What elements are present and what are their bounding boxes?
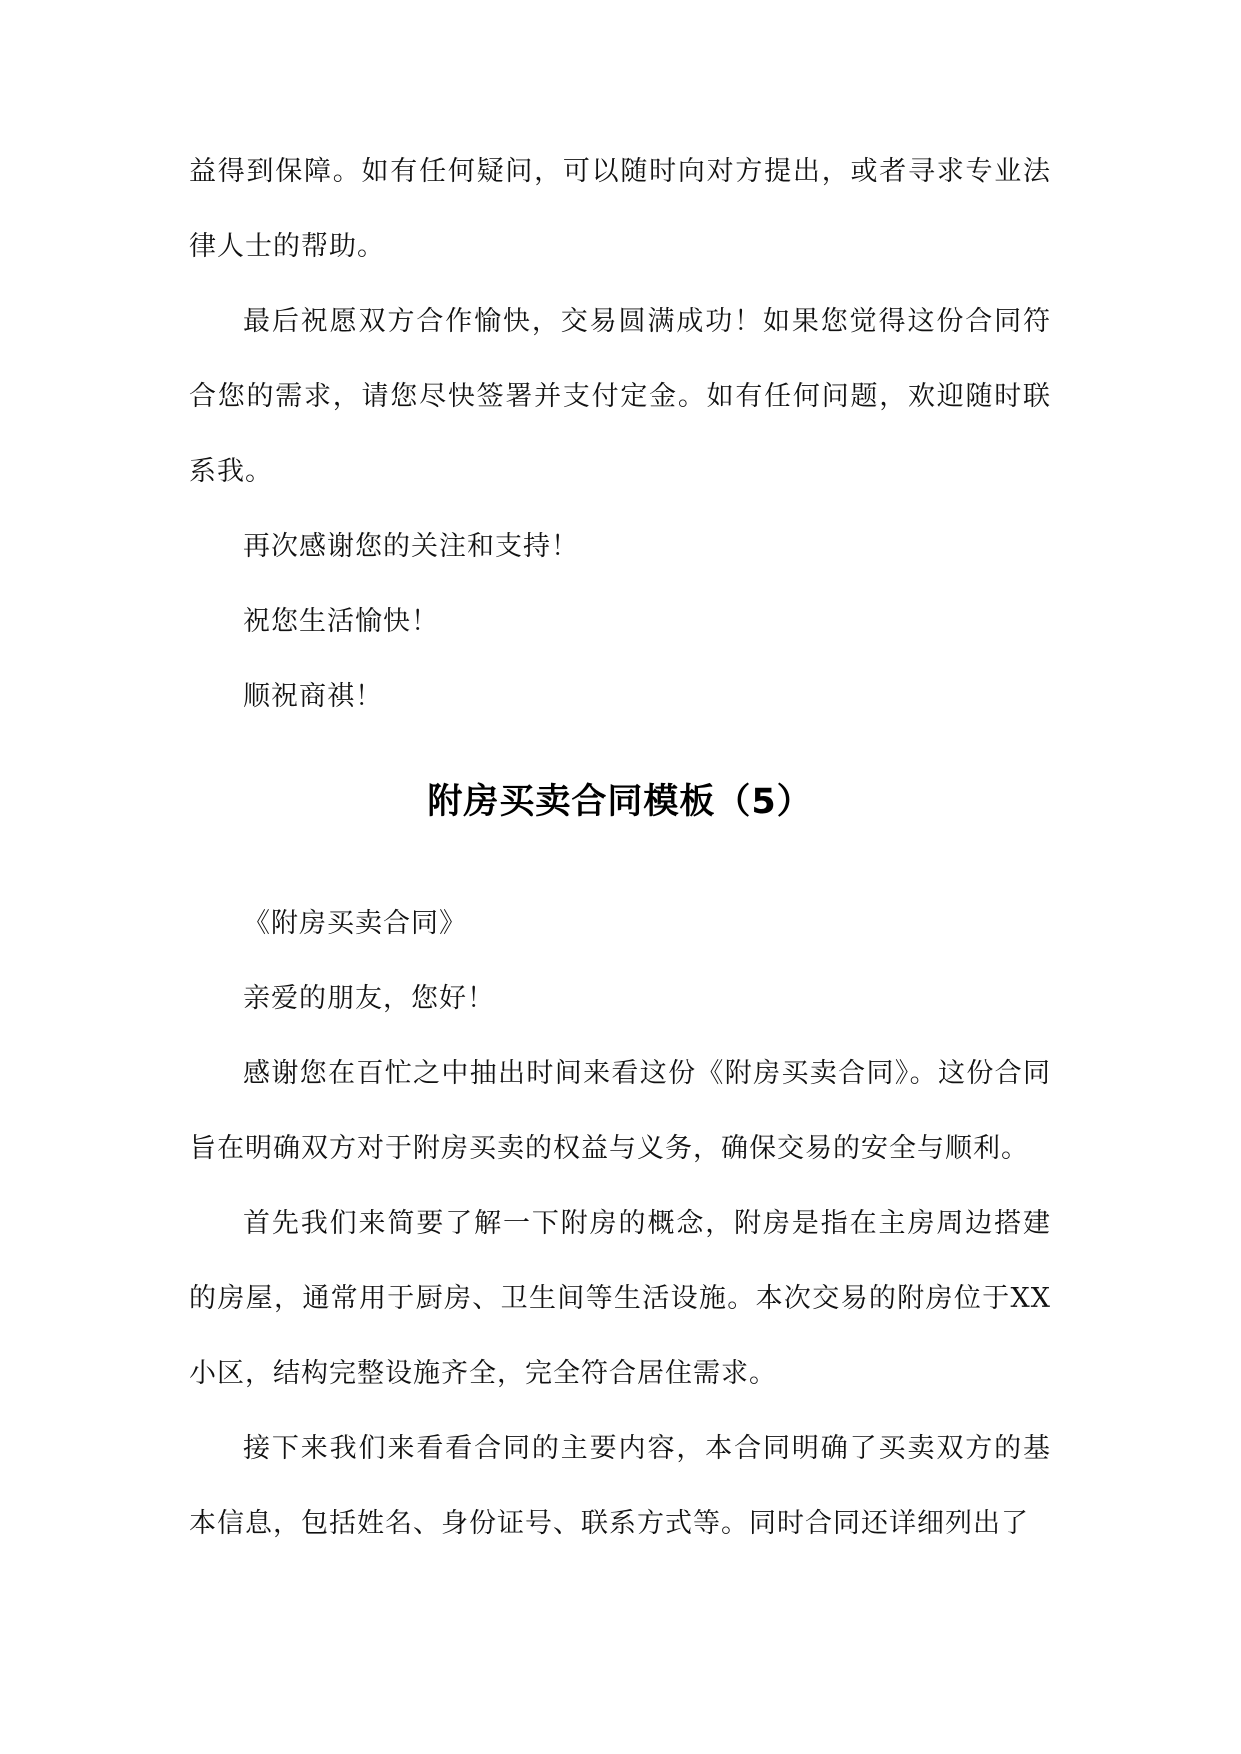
paragraph-regards: 顺祝商祺！	[243, 681, 383, 712]
paragraph-closing-wishes: 最后祝愿双方合作愉快，交易圆满成功！如果您觉得这份合同符合您的需求，请您尽快签署并支付定金。如有任何问题，欢迎随时联系我。	[189, 306, 1051, 487]
document-body	[189, 134, 1051, 1561]
paragraph-continuation: 益得到保障。如有任何疑问，可以随时向对方提出，或者寻求专业法律人士的帮助。	[189, 156, 1051, 262]
paragraph-wish-life: 祝您生活愉快！	[243, 606, 439, 637]
paragraph-concept: 首先我们来简要了解一下附房的概念，附房是指在主房周边搭建的房屋，通常用于厨房、卫生间等生活设施。本次交易的附房位于XX小区，结构完整设施齐全，完全符合居住需求。	[189, 1208, 1051, 1389]
paragraph-thanks: 再次感谢您的关注和支持！	[243, 531, 579, 562]
section-title: 附房买卖合同模板（5）	[427, 782, 813, 822]
paragraph-intro: 感谢您在百忙之中抽出时间来看这份《附房买卖合同》。这份合同旨在明确双方对于附房买卖的权益与义务，确保交易的安全与顺利。	[189, 1058, 1051, 1164]
paragraph-greeting: 亲爱的朋友，您好！	[243, 983, 495, 1014]
paragraph-contract-name: 《附房买卖合同》	[243, 908, 467, 939]
paragraph-main-content: 接下来我们来看看合同的主要内容，本合同明确了买卖双方的基本信息，包括姓名、身份证号、联系方式等。同时合同还详细列出了	[189, 1433, 1051, 1539]
